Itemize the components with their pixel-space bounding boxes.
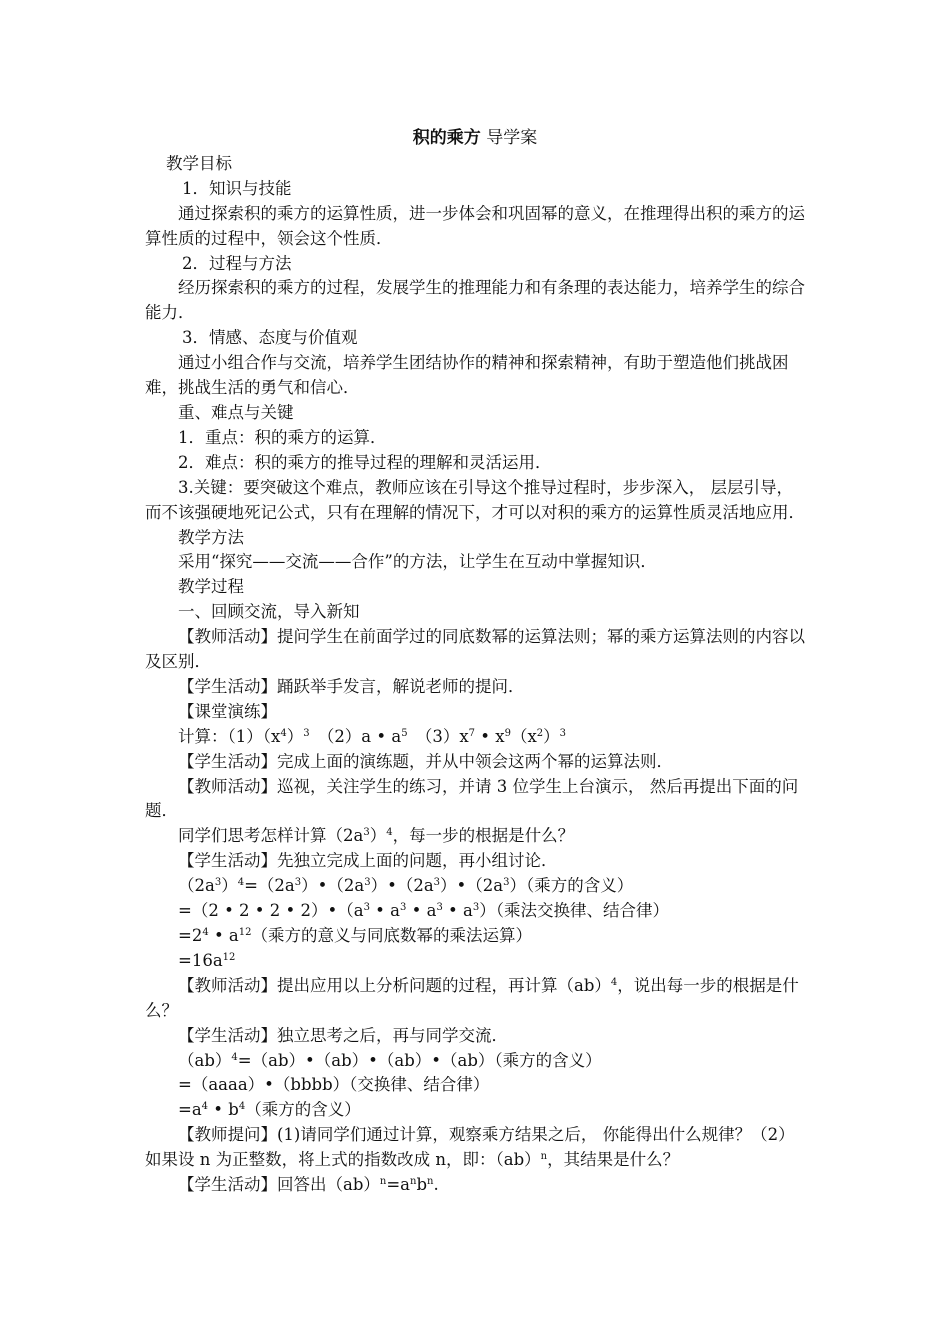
title-bold: 积的乘方 (412, 128, 481, 148)
paragraph: $(2a^3)^4=(2a^3)•(2a^3)•(2a^3)•(2a^3)$（乘方的含义） (178, 876, 634, 896)
paragraph: 【教师活动】提问学生在前面学过的同底数幂的运算法则；幂的乘方运算法则的内容以及区别． (145, 627, 805, 672)
paragraph: 采用“探究——交流——合作”的方法，让学生在互动中掌握知识． (178, 552, 657, 572)
paragraph: 2．过程与方法 (182, 253, 292, 273)
paragraph: 经历探索积的乘方的过程，发展学生的推理能力和有条理的表达能力，培养学生的综合能力． (145, 278, 805, 323)
paragraph: 【教师提问】(1)请同学们通过计算，观察乘方结果之后， 你能得出什么规律？（2）如果设 n 为正整数，将上式的指数改成 n，即：（ab）$^n$，其结果是什么？ (145, 1125, 795, 1170)
paragraph: 【学生活动】完成上面的演练题，并从中领会这两个幂的运算法则． (178, 751, 673, 771)
paragraph: 3.关键：要突破这个难点，教师应该在引导这个推导过程时，步步深入， 层层引导，而不该强硬地死记公式，只有在理解的情况下，才可以对积的乘方的运算性质灵活地应用． (145, 477, 805, 522)
paragraph: 教学过程 (178, 577, 244, 597)
document-title (145, 126, 805, 151)
paragraph: 同学们思考怎样计算$(2a^3)^4$，每一步的根据是什么？ (178, 826, 575, 846)
paragraph: 教学目标 (166, 153, 232, 173)
paragraph: （ab）$^4$=（ab）•（ab）•（ab）•（ab）（乘方的含义） (178, 1050, 602, 1070)
paragraph: $=a^4$ • $b^4$（乘方的含义） (178, 1100, 361, 1120)
paragraph: 【课堂演练】 (178, 701, 277, 721)
paragraph: 3．情感、态度与价值观 (182, 328, 358, 348)
paragraph: 【教师活动】巡视，关注学生的练习，并请 3 位学生上台演示， 然后再提出下面的问题． (145, 776, 799, 821)
document-body (145, 126, 805, 1198)
paragraph: 【学生活动】先独立完成上面的问题，再小组讨论． (178, 851, 558, 871)
paragraph: 通过小组合作与交流，培养学生团结协作的精神和探索精神，有助于塑造他们挑战困难，挑战生活的勇气和信心． (145, 353, 789, 398)
paragraph: 1．知识与技能 (182, 178, 292, 198)
paragraph: 通过探索积的乘方的运算性质，进一步体会和巩固幂的意义，在推理得出积的乘方的运算性质的过程中，领会这个性质． (145, 203, 805, 248)
document-paragraphs (145, 152, 805, 1198)
paragraph: =（aaaa）•（bbbb）（交换律、结合律） (178, 1075, 490, 1095)
paragraph: 1．重点：积的乘方的运算． (178, 427, 387, 447)
paragraph: 重、难点与关键 (178, 402, 294, 422)
paragraph: 【学生活动】踊跃举手发言，解说老师的提问． (178, 676, 525, 696)
paragraph: =（2 • 2 • 2 • $2)•(a^3$ • $a^3$ • $a^3$ • $a^3$）（乘法交换律、结合律） (178, 901, 669, 921)
paragraph: $=2^4$ • $a^{12}$（乘方的意义与同底数幂的乘法运算） (178, 926, 532, 945)
paragraph: 【教师活动】提出应用以上分析问题的过程，再计算（ab）$^4$，说出每一步的根据是什么？ (145, 975, 799, 1020)
paragraph: 2．难点：积的乘方的推导过程的理解和灵活运用． (178, 452, 552, 472)
paragraph: 一、回顾交流，导入新知 (178, 602, 360, 622)
paragraph: 计算：$(1)(x^4)^3$ （2）a • $a^5$ $(3)x^7$ • $x^9(x^2)^3$ (178, 726, 566, 746)
paragraph: 【学生活动】回答出$(ab)^n=a^nb^n$. (178, 1175, 439, 1195)
paragraph: 【学生活动】独立思考之后，再与同学交流． (178, 1025, 508, 1045)
paragraph: 教学方法 (178, 527, 244, 547)
title-rest: 导学案 (480, 128, 538, 148)
paragraph: $=16a^{12}$ (178, 950, 236, 970)
